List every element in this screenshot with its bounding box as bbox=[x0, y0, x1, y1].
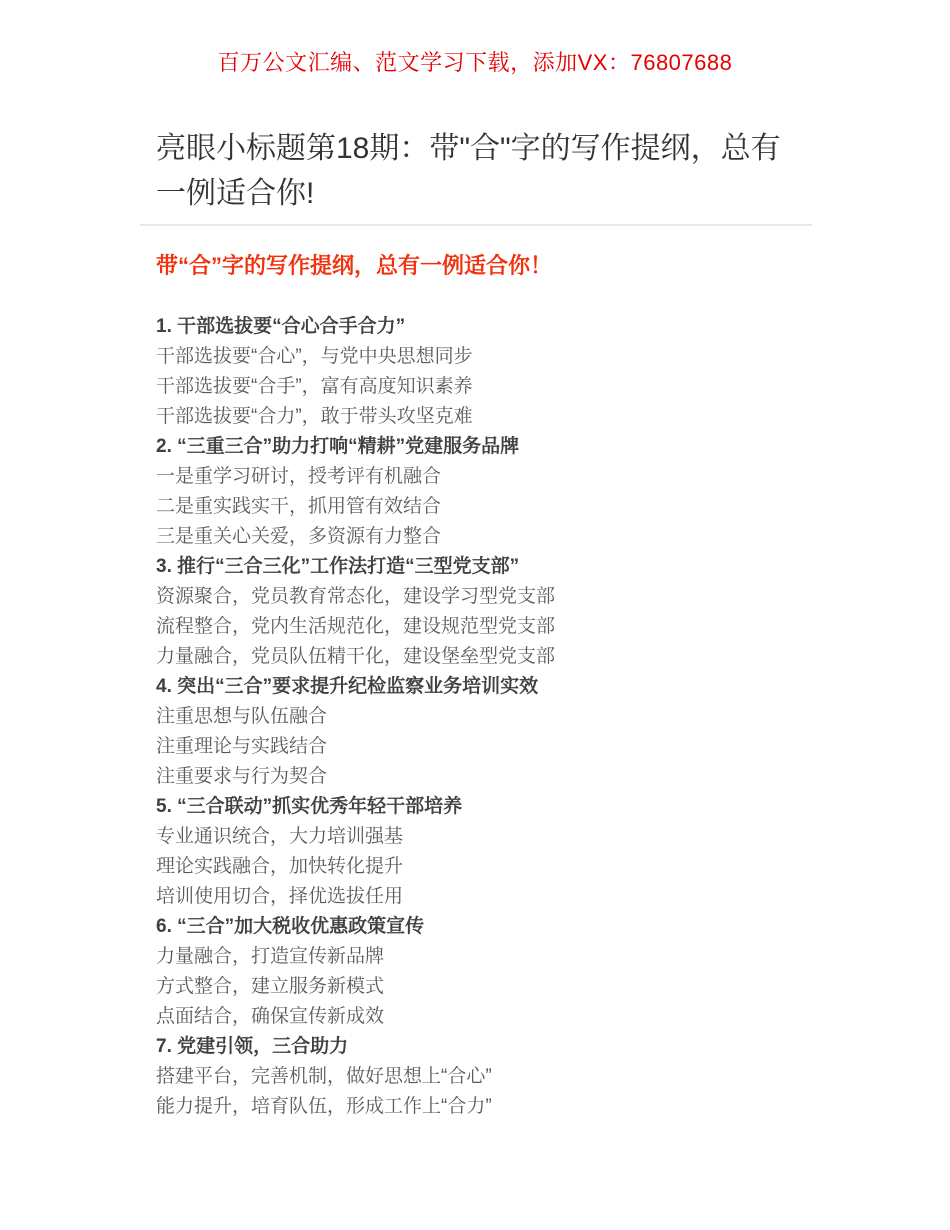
section-line: 注重理论与实践结合 bbox=[156, 736, 328, 757]
section-line: 点面结合，确保宣传新成效 bbox=[156, 1006, 385, 1027]
section bbox=[156, 432, 812, 552]
section bbox=[156, 1032, 812, 1122]
section-line: 干部选拔要“合手”，富有高度知识素养 bbox=[156, 376, 473, 397]
section bbox=[156, 672, 812, 792]
title-divider bbox=[140, 224, 812, 226]
page-title: 亮眼小标题第18期：带"合"字的写作提纲，总有一例适合你! bbox=[156, 132, 781, 210]
promo-banner-text: 百万公文汇编、范文学习下载，添加VX：76807688 bbox=[217, 50, 733, 75]
section-line: 专业通识统合，大力培训强基 bbox=[156, 826, 404, 847]
section-heading: 3. 推行“三合三化”工作法打造“三型党支部” bbox=[156, 556, 520, 577]
section-line: 培训使用切合，择优选拔任用 bbox=[156, 886, 404, 907]
section-line: 注重要求与行为契合 bbox=[156, 766, 328, 787]
section-line: 流程整合，党内生活规范化，建设规范型党支部 bbox=[156, 616, 556, 637]
section-line: 力量融合，党员队伍精干化，建设堡垒型党支部 bbox=[156, 646, 556, 667]
section bbox=[156, 312, 812, 432]
section-line: 资源聚合，党员教育常态化，建设学习型党支部 bbox=[156, 586, 556, 607]
section-line: 二是重实践实干，抓用管有效结合 bbox=[156, 496, 442, 517]
section bbox=[156, 792, 812, 912]
section bbox=[156, 912, 812, 1032]
section bbox=[156, 552, 812, 672]
section-heading: 4. 突出“三合”要求提升纪检监察业务培训实效 bbox=[156, 676, 539, 697]
section-heading: 5. “三合联动”抓实优秀年轻干部培养 bbox=[156, 796, 463, 817]
section-line: 理论实践融合，加快转化提升 bbox=[156, 856, 404, 877]
section-line: 干部选拔要“合心”，与党中央思想同步 bbox=[156, 346, 473, 367]
section-heading: 1. 干部选拔要“合心合手合力” bbox=[156, 316, 406, 337]
section-line: 注重思想与队伍融合 bbox=[156, 706, 328, 727]
section-line: 搭建平台，完善机制，做好思想上“合心” bbox=[156, 1066, 492, 1087]
section-list bbox=[156, 312, 812, 1122]
article-subtitle: 带“合”字的写作提纲，总有一例适合你！ bbox=[156, 253, 553, 278]
section-line: 三是重关心关爱，多资源有力整合 bbox=[156, 526, 442, 547]
section-line: 干部选拔要“合力”，敢于带头攻坚克难 bbox=[156, 406, 473, 427]
section-line: 一是重学习研讨，授考评有机融合 bbox=[156, 466, 442, 487]
section-line: 能力提升，培育队伍，形成工作上“合力” bbox=[156, 1096, 492, 1117]
article-main bbox=[140, 0, 812, 1122]
section-line: 力量融合，打造宣传新品牌 bbox=[156, 946, 385, 967]
section-heading: 2. “三重三合”助力打响“精耕”党建服务品牌 bbox=[156, 436, 520, 457]
section-line: 方式整合，建立服务新模式 bbox=[156, 976, 385, 997]
section-heading: 7. 党建引领，三合助力 bbox=[156, 1036, 349, 1057]
section-heading: 6. “三合”加大税收优惠政策宣传 bbox=[156, 916, 425, 937]
